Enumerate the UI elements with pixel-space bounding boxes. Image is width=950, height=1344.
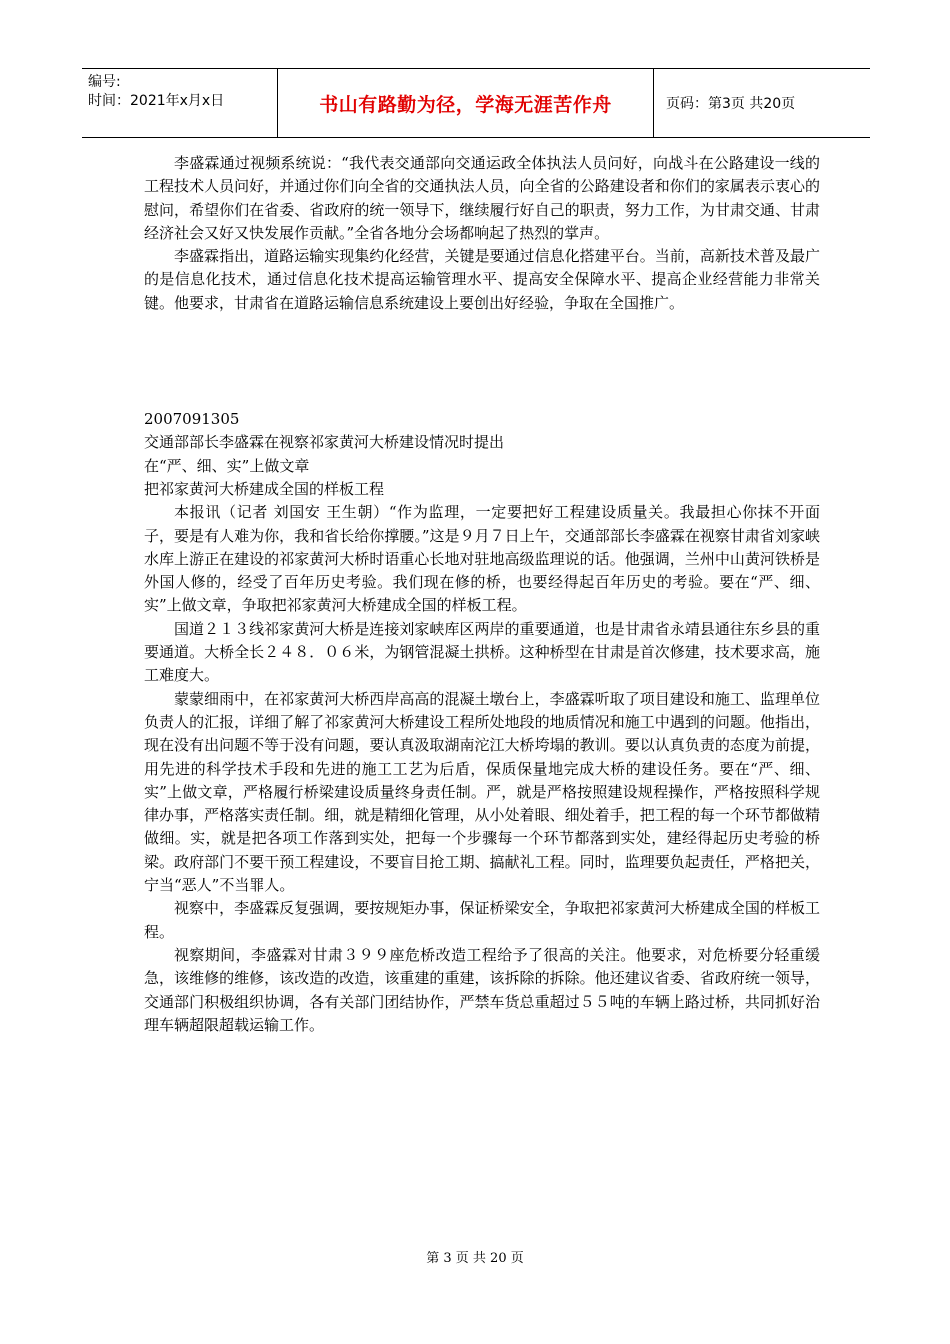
body-paragraph: 视察中，李盛霖反复强调，要按规矩办事，保证桥梁安全，争取把祁家黄河大桥建成全国的样板工程。 xyxy=(144,899,820,941)
section-gap xyxy=(144,315,820,408)
header-meta xyxy=(82,69,278,137)
footer-page-number: 第 3 页 共 20 页 xyxy=(426,1251,524,1266)
body-paragraph: 本报讯（记者 刘国安 王生朝）“作为监理，一定要把好工程建设质量关。我最担心你抹不开面子，要是有人难为你，我和省长给你撑腰。”这是９月７日上午，交通部部长李盛霖在视察甘肃省刘家峡水库上游正在建设的祁家黄河大桥时语重心长地对驻地高级监理说的话。他强调，兰州中山黄河铁桥是外国人修的，经受了百年历史考验。我们现在修的桥，也要经得起百年历史的考验。要在“严、细、实”上做文章，争取把祁家黄河大桥建成全国的样板工程。 xyxy=(144,503,820,615)
page-header xyxy=(82,68,870,138)
body-paragraph: 李盛霖通过视频系统说：“我代表交通部向交通运政全体执法人员问好，向战斗在公路建设一线的工程技术人员问好，并通过你们向全省的交通执法人员，向全省的公路建设者和你们的家属表示衷心的慰问，希望你们在省委、省政府的统一领导下，继续履行好自己的职责，努力工作，为甘肃交通、甘肃经济社会又好又快发展作贡献。”全省各地分会场都响起了热烈的掌声。 xyxy=(144,154,820,242)
body-paragraph: 李盛霖指出，道路运输实现集约化经营，关键是要通过信息化搭建平台。当前，高新技术普及最广的是信息化技术，通过信息化技术提高运输管理水平、提高安全保障水平、提高企业经营能力非常关键。他要求，甘肃省在道路运输信息系统建设上要创出好经验，争取在全国推广。 xyxy=(144,247,820,312)
document-number-label: 编号: xyxy=(88,74,121,90)
header-page-info xyxy=(654,69,870,137)
page-footer xyxy=(0,1247,950,1266)
page-info-text: 页码：第3页 共20页 xyxy=(666,96,796,112)
article-title-line: 在“严、细、实”上做文章 xyxy=(144,456,310,475)
body-paragraph: 视察期间，李盛霖对甘肃３９９座危桥改造工程给予了很高的关注。他要求，对危桥要分轻重缓急，该维修的维修，该改造的改造，该重建的重建，该拆除的拆除。他还建议省委、省政府统一领导，交通部门积极组织协调，各有关部门团结协作，严禁车货总重超过５５吨的车辆上路过桥，共同抓好治理车辆超限超载运输工作。 xyxy=(144,945,820,1034)
document-date-label: 时间：2021年x月x日 xyxy=(88,93,225,109)
article-title-line: 把祁家黄河大桥建成全国的样板工程 xyxy=(144,479,385,498)
header-slogan: 书山有路勤为径，学海无涯苦作舟 xyxy=(319,93,612,116)
document-body xyxy=(144,152,820,1037)
body-paragraph: 国道２１３线祁家黄河大桥是连接刘家峡库区两岸的重要通道，也是甘肃省永靖县通往东乡县的重要通道。大桥全长２４８．０６米，为钢管混凝土拱桥。这种桥型在甘肃是首次修建，技术要求高，施工难度大。 xyxy=(144,619,820,685)
header-slogan-cell xyxy=(278,69,654,137)
body-paragraph: 蒙蒙细雨中，在祁家黄河大桥西岸高高的混凝土墩台上，李盛霖听取了项目建设和施工、监理单位负责人的汇报，详细了解了祁家黄河大桥建设工程所处地段的地质情况和施工中遇到的问题。他指出，现在没有出问题不等于没有问题，要认真汲取湖南沱江大桥垮塌的教训。要以认真负责的态度为前提，用先进的科学技术手段和先进的施工工艺为后盾，保质保量地完成大桥的建设任务。要在“严、细、实”上做文章，严格履行桥梁建设质量终身责任制。严，就是严格按照建设规程操作，严格按照科学规律办事，严格落实责任制。细，就是精细化管理，从小处着眼、细处着手，把工程的每一个环节都做精做细。实，就是把各项工作落到实处，把每一个步骤每一个环节都落到实处，建经得起历史考验的桥梁。政府部门不要干预工程建设，不要盲目抢工期、搞献礼工程。同时，监理要负起责任，严格把关，宁当“恶人”不当罪人。 xyxy=(144,689,820,895)
article-id: 2007091305 xyxy=(144,410,240,429)
article-title-line: 交通部部长李盛霖在视察祁家黄河大桥建设情况时提出 xyxy=(144,433,505,452)
